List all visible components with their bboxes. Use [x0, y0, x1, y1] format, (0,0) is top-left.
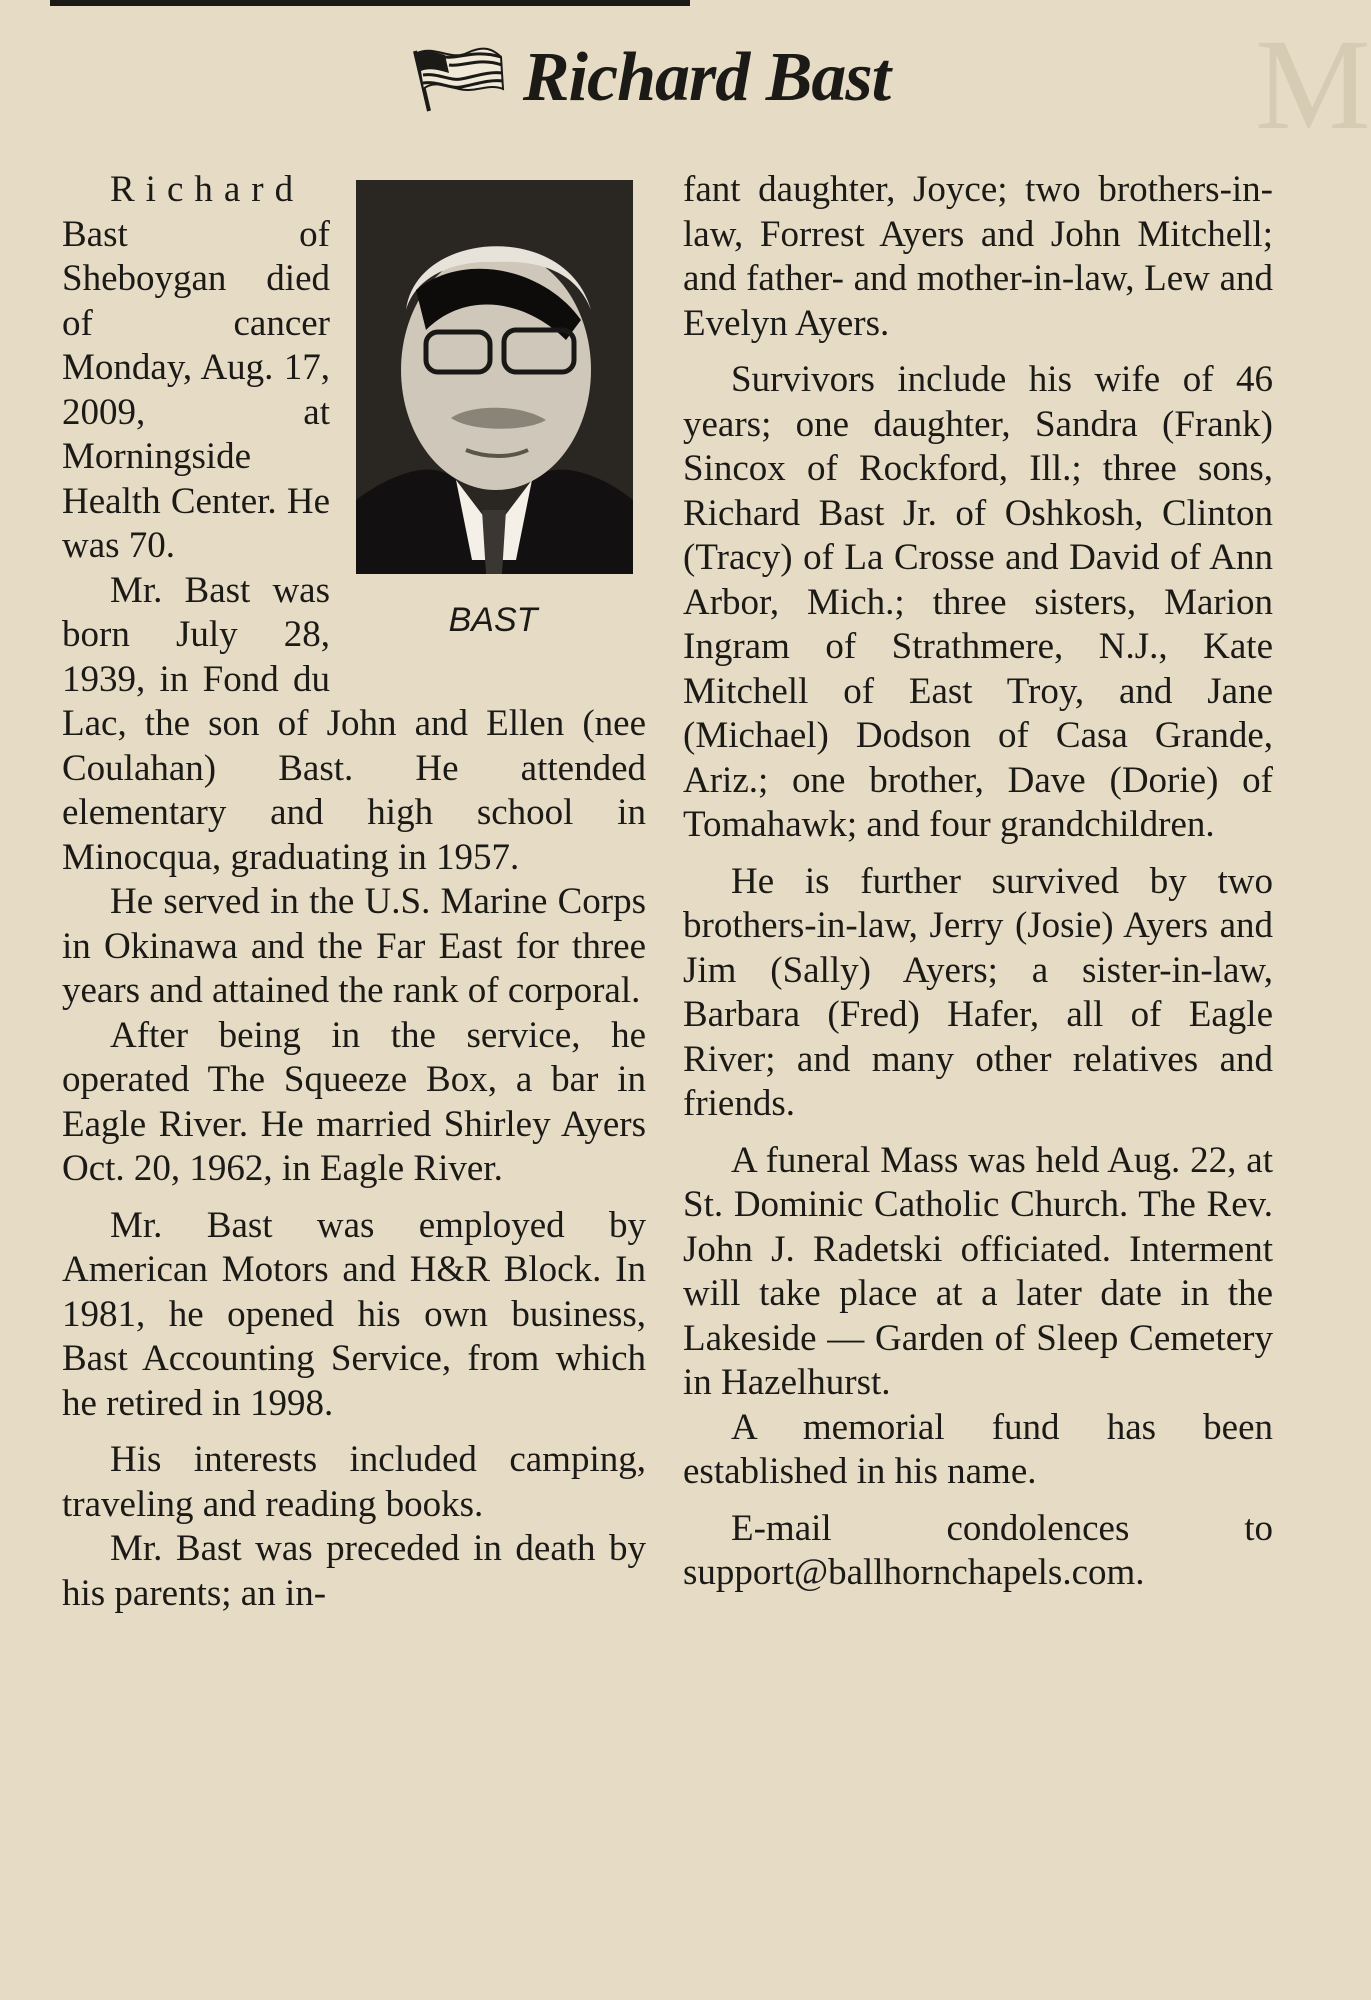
paragraph-survivors: Survivors include his wife of 46 years; one daughter, Sandra (Frank) Sincox of Rockford, Ill.; three sons, Richard Bast Jr. of Oshkosh, Clinton (Tracy) of La Crosse and David of Ann Arbor, Mich.; three sisters, Marion Ingram of Strathmere, N.J., Kate Mitchell of East Troy, and Jane (Michael) Dodson of Casa Grande, Ariz.; one brother, Dave (Dorie) of Tomahawk; and four grandchildren. — [683, 359, 1273, 845]
paragraph-further-survived: He is further survived by two brothers-in-law, Jerry (Josie) Ayers and Jim (Sally) Ayers; a sister-in-law, Barbara (Fred) Hafer, all of Eagle River; and many other relatives and friends. — [683, 860, 1273, 1124]
paragraph-preceded-continued: fant daughter, Joyce; two brothers-in-law, Forrest Ayers and John Mitchell; and father- and mother-in-law, Lew and Evelyn Ayers. — [683, 169, 1273, 344]
adjacent-page-bleed: M — [1255, 13, 1371, 157]
right-column — [683, 168, 1273, 1596]
paragraph-preceded: Mr. Bast was preceded in death by his parents; an in- — [62, 1528, 646, 1614]
paragraph-memorial: A memorial fund has been established in his name. — [683, 1406, 1273, 1492]
paragraph-interests: His interests included camping, traveling and reading books. — [62, 1439, 646, 1525]
paragraph-condolences: E-mail condolences to support@ballhornchapels.com. — [683, 1507, 1273, 1593]
lead-word: Richard — [110, 169, 305, 210]
portrait-block — [356, 180, 646, 700]
photo-caption: BAST — [448, 601, 538, 639]
paragraph-funeral: A funeral Mass was held Aug. 22, at St. Dominic Catholic Church. The Rev. John J. Radetski officiated. Interment will take place at a later date in the Lakeside — Garden of Sleep Cemetery in Hazelhurst. — [683, 1139, 1273, 1403]
top-rule — [50, 0, 690, 6]
portrait-illustration — [356, 180, 633, 574]
paragraph-military: He served in the U.S. Marine Corps in Okinawa and the Far East for three years and attained the rank of corporal. — [62, 881, 646, 1011]
paragraph-death-notice: Richard Bast of Sheboygan died of cancer Monday, Aug. 17, 2009, at Morningside Health Center. He was 70. — [62, 169, 330, 566]
paragraph-employment: Mr. Bast was employed by American Motors and H&R Block. In 1981, he opened his own business, Bast Accounting Service, from which he retired in 1998. — [62, 1204, 646, 1424]
left-column — [62, 168, 646, 1616]
paragraph-business: After being in the service, he operated The Squeeze Box, a bar in Eagle River. He married Shirley Ayers Oct. 20, 1962, in Eagle River. — [62, 1014, 646, 1189]
american-flag-icon — [405, 43, 505, 113]
portrait-photo — [356, 180, 633, 574]
paragraph-birth: Mr. Bast was born July 28, 1939, in Fond du Lac, the son of John and Ellen (nee Coulahan) Bast. He attended elementary and high school in Minocqua, graduating in 1957. — [62, 569, 646, 878]
page-title: Richard Bast — [522, 39, 891, 116]
obituary-header — [0, 38, 1295, 128]
